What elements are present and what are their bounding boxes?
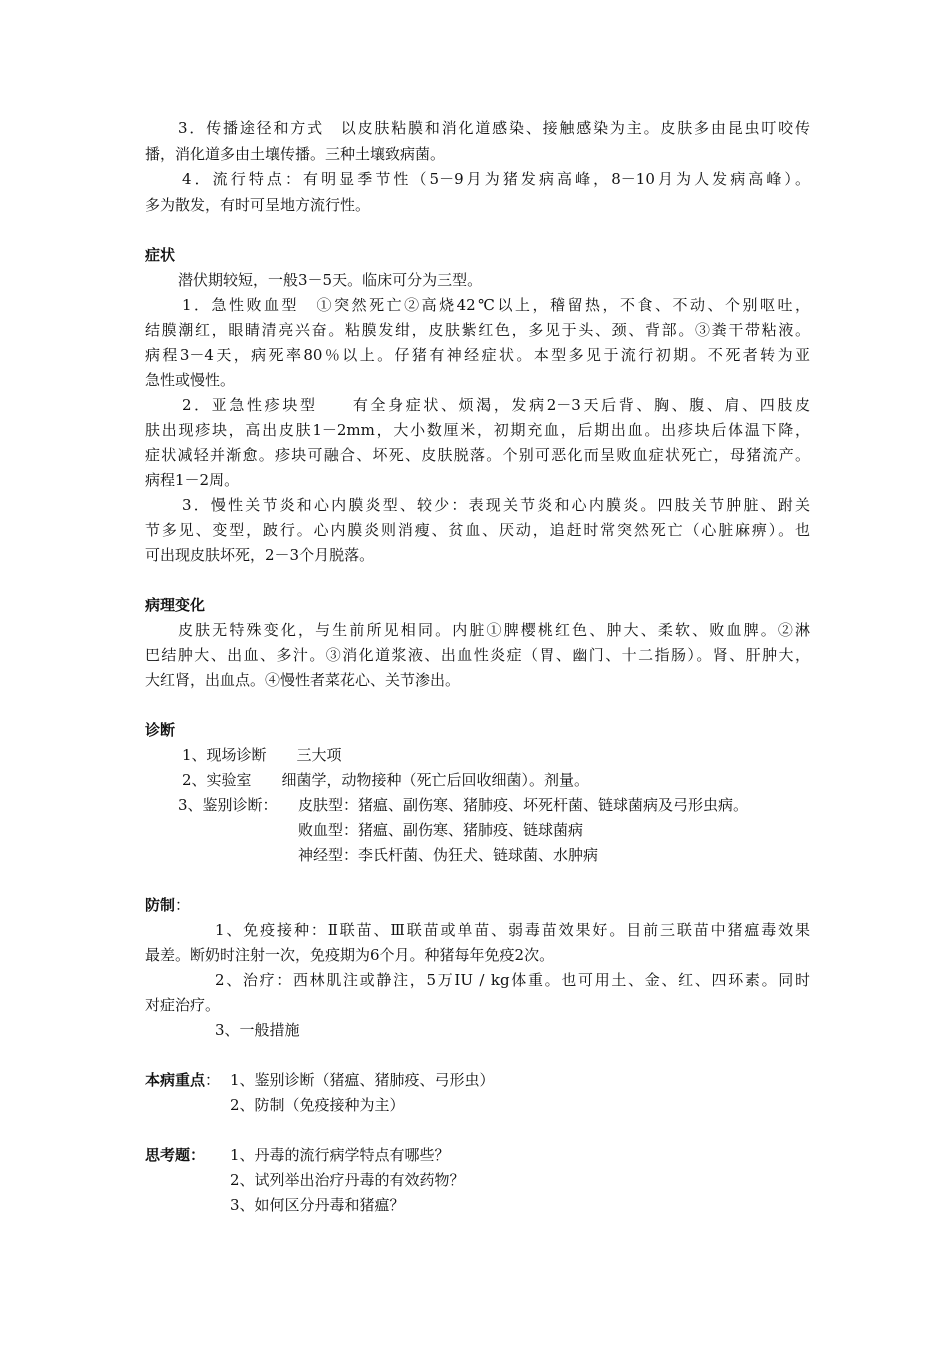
acute-line-3: 病程3－4天，病死率80％以上。仔猪有神经症状。本型多见于流行初期。不死者转为亚 (145, 346, 810, 364)
epidemic-line-1: 4．流行特点：有明显季节性（5－9月为猪发病高峰，8－10月为人发病高峰）。 (182, 170, 810, 188)
keypoints-suffix: ： (205, 1071, 221, 1089)
diagnosis-septic-type: 败血型：猪瘟、副伤寒、猪肺疫、链球菌病 (298, 821, 584, 839)
chronic-line-2: 节多见、变型，跛行。心内膜炎则消瘦、贫血、厌动，追赶时常突然死亡（心脏麻痹）。也 (145, 521, 810, 539)
acute-line-2: 结膜潮红，眼睛清亮兴奋。粘膜发绀，皮肤紫红色，多见于头、颈、背部。③粪干带粘液。 (145, 321, 810, 339)
keypoints-heading: 本病重点 (145, 1071, 206, 1089)
symptoms-heading: 症状 (145, 246, 176, 264)
questions-heading: 思考题： (145, 1146, 206, 1164)
pathology-heading: 病理变化 (145, 596, 206, 614)
prevention-treatment-line-2: 对症治疗。 (145, 996, 221, 1014)
transmission-line-2: 播，消化道多由土壤传播。三种土壤致病菌。 (145, 145, 446, 163)
acute-line-1: 1．急性败血型 ①突然死亡②高烧42℃以上，稽留热，不食、不动、个别呕吐， (182, 296, 810, 314)
subacute-line-1: 2．亚急性疹块型 有全身症状、烦渴，发病2－3天后背、胸、腹、肩、四肢皮 (182, 396, 810, 414)
subacute-line-3: 症状减轻并渐愈。疹块可融合、坏死、皮肤脱落。个别可恶化而呈败血症状死亡，母猪流产。 (145, 446, 810, 464)
prevention-treatment-line-1: 2、治疗：西林肌注或静注，5万IU / kg体重。也可用土、金、红、四环素。同时 (215, 971, 810, 989)
chronic-line-1: 3．慢性关节炎和心内膜炎型、较少：表现关节炎和心内膜炎。四肢关节肿脏、跗关 (182, 496, 810, 514)
keypoints-item-2: 2、防制（免疫接种为主） (230, 1096, 405, 1114)
subacute-line-4: 病程1－2周。 (145, 471, 240, 489)
diagnosis-skin-type: 皮肤型：猪瘟、副伤寒、猪肺疫、坏死杆菌、链球菌病及弓形虫病。 (298, 796, 749, 814)
question-1: 1、丹毒的流行病学特点有哪些？ (230, 1146, 450, 1164)
prevention-heading: 防制 (145, 896, 176, 914)
symptoms-intro: 潜伏期较短，一般3－5天。临床可分为三型。 (178, 271, 483, 289)
epidemic-line-2: 多为散发，有时可呈地方流行性。 (145, 196, 371, 214)
question-2: 2、试列举出治疗丹毒的有效药物？ (230, 1171, 465, 1189)
subacute-line-2: 肤出现疹块，高出皮肤1－2mm，大小数厘米，初期充血，后期出血。出疹块后体温下降， (145, 421, 810, 439)
diagnosis-heading: 诊断 (145, 721, 176, 739)
diagnosis-lab: 2、实验室 细菌学，动物接种（死亡后回收细菌）。剂量。 (182, 771, 590, 789)
diagnosis-field: 1、现场诊断 三大项 (182, 746, 342, 764)
keypoints-heading-row (145, 1070, 235, 1090)
prevention-vaccine-line-1: 1、免疫接种：Ⅱ联苗、Ⅲ联苗或单苗、弱毒苗效果好。目前三联苗中猪瘟毒效果 (215, 921, 810, 939)
pathology-line-2: 巴结肿大、出血、多汁。③消化道浆液、出血性炎症（胃、幽门、十二指肠）。肾、肝肿大， (145, 646, 810, 664)
prevention-vaccine-line-2: 最差。断奶时注射一次，免疫期为6个月。种猪每年免疫2次。 (145, 946, 555, 964)
keypoints-item-1: 1、鉴别诊断（猪瘟、猪肺疫、弓形虫） (230, 1071, 495, 1089)
pathology-line-3: 大红肾，出血点。④慢性者菜花心、关节渗出。 (145, 671, 461, 689)
question-3: 3、如何区分丹毒和猪瘟？ (230, 1196, 405, 1214)
diagnosis-differential-label: 3、鉴别诊断： (178, 796, 278, 814)
prevention-general: 3、一般措施 (215, 1021, 300, 1039)
chronic-line-3: 可出现皮肤坏死，2－3个月脱落。 (145, 546, 375, 564)
pathology-line-1: 皮肤无特殊变化，与生前所见相同。内脏①脾樱桃红色、肿大、柔软、败血脾。②淋 (178, 621, 810, 639)
prevention-heading-row (145, 895, 810, 915)
transmission-line-1: 3．传播途径和方式 以皮肤粘膜和消化道感染、接触感染为主。皮肤多由昆虫叮咬传 (178, 119, 810, 137)
acute-line-4: 急性或慢性。 (145, 371, 236, 389)
diagnosis-neuro-type: 神经型：李氏杆菌、伪狂犬、链球菌、水肿病 (298, 846, 599, 864)
prevention-heading-suffix: ： (175, 896, 191, 914)
